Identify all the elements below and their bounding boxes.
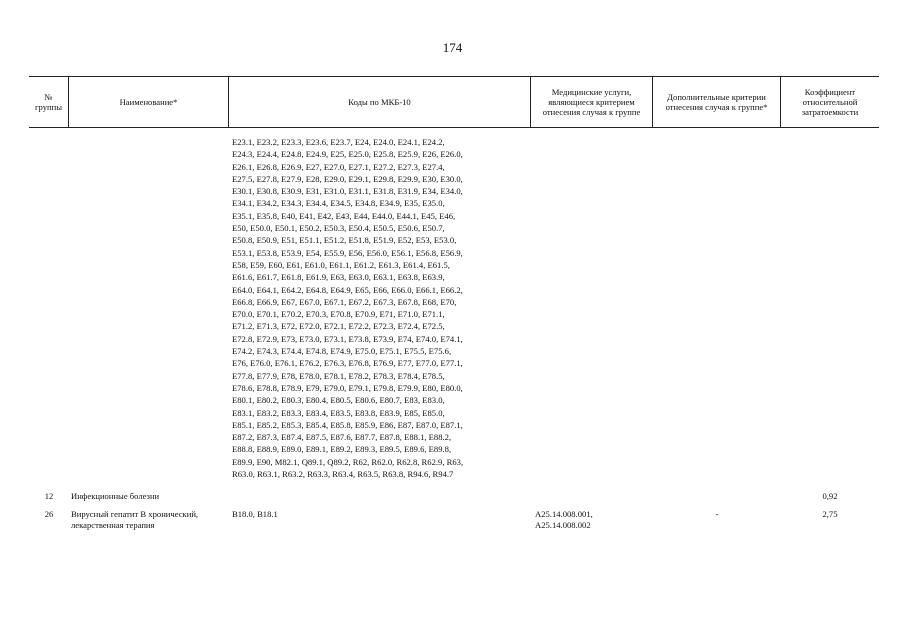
codes-line: E30.1, E30.8, E30.9, E31, E31.0, E31.1, E31.8, E31.9, E34, E34.0,: [232, 186, 463, 197]
table-header: [29, 76, 879, 128]
additional-criteria: -: [715, 509, 719, 519]
header-additional-criteria: Дополнительные критерии отнесения случая к группе*: [653, 77, 781, 127]
codes-line: E50.8, E50.9, E51, E51.1, E51.2, E51.8, E51.9, E52, E53, E53.0,: [232, 235, 457, 246]
cost-coefficient: 0,92: [822, 491, 838, 501]
group-number: 12: [44, 491, 54, 501]
codes-line: E72.8, E72.9, E73, E73.0, E73.1, E73.8, E73.9, E74, E74.0, E74.1,: [232, 333, 463, 344]
header-cost-coefficient: Коэффициент относительной затратоемкости: [801, 87, 859, 117]
header-group-number: № группы: [29, 77, 69, 127]
codes-line: E74.2, E74.3, E74.4, E74.8, E74.9, E75.0, E75.1, E75.5, E75.6,: [232, 346, 452, 357]
page-number: 174: [442, 40, 463, 55]
ksg-table: [29, 76, 879, 530]
codes-line: E80.1, E80.2, E80.3, E80.4, E80.5, E80.6, E80.7, E83, E83.0,: [232, 395, 445, 406]
codes-line: E53.1, E53.8, E53.9, E54, E55.9, E56, E56.0, E56.1, E56.8, E56.9,: [232, 247, 463, 258]
codes-line: E50, E50.0, E50.1, E50.2, E50.3, E50.4, E50.5, E50.6, E50.7,: [232, 223, 445, 234]
codes-line: E23.1, E23.2, E23.3, E23.6, E23.7, E24, E24.0, E24.1, E24.2,: [232, 137, 445, 147]
codes-line: E77.8, E77.9, E78, E78.0, E78.1, E78.2, E78.3, E78.4, E78.5,: [232, 370, 445, 381]
codes-line: E76, E76.0, E76.1, E76.2, E76.3, E76.8, E76.9, E77, E77.0, E77.1,: [232, 358, 463, 369]
codes-line: E71.2, E71.3, E72, E72.0, E72.1, E72.2, E72.3, E72.4, E72.5,: [232, 321, 445, 332]
codes-line: E64.0, E64.1, E64.2, E64.8, E64.9, E65, E66, E66.0, E66.1, E66.2,: [232, 284, 463, 295]
codes-line: E26.1, E26.8, E26.9, E27, E27.0, E27.1, E27.2, E27.3, E27.4,: [232, 161, 445, 172]
icd-codes-continuation: [232, 136, 532, 480]
group-name: Вирусный гепатит B хронический, лекарственная терапия: [71, 509, 199, 530]
codes-line: E66.8, E66.9, E67, E67.0, E67.1, E67.2, E67.3, E67.8, E68, E70,: [232, 296, 457, 307]
header-medical-services: Медицинские услуги, являющиеся критерием отнесения случая к группе: [531, 77, 653, 127]
codes-line: E87.2, E87.3, E87.4, E87.5, E87.6, E87.7, E87.8, E88.1, E88.2,: [232, 432, 452, 443]
group-name: Инфекционные болезни: [71, 491, 160, 501]
header-name: Наименование*: [69, 77, 229, 127]
codes-line: E89.9, E90, M82.1, Q89.1, Q89.2, R62, R62.0, R62.8, R62.9, R63,: [232, 456, 464, 467]
codes-line: R63.0, R63.1, R63.2, R63.3, R63.4, R63.5, R63.8, R94.6, R94.7: [232, 469, 454, 480]
codes-line: E83.1, E83.2, E83.3, E83.4, E83.5, E83.8, E83.9, E85, E85.0,: [232, 407, 445, 418]
codes-line: E27.5, E27.8, E27.9, E28, E29.0, E29.1, E29.8, E29.9, E30, E30.0,: [232, 173, 463, 184]
group-number: 26: [44, 509, 54, 519]
codes-line: E61.6, E61.7, E61.8, E61.9, E63, E63.0, E63.1, E63.8, E63.9,: [232, 272, 445, 283]
codes-line: E24.3, E24.4, E24.8, E24.9, E25, E25.0, E25.8, E25.9, E26, E26.0,: [232, 149, 463, 160]
codes-line: E78.6, E78.8, E78.9, E79, E79.0, E79.1, E79.8, E79.9, E80, E80.0,: [232, 382, 463, 393]
cost-coefficient: 2,75: [822, 509, 838, 519]
codes-line: E58, E59, E60, E61, E61.0, E61.1, E61.2, E61.3, E61.4, E61.5,: [232, 259, 450, 270]
codes-line: E35.1, E35.8, E40, E41, E42, E43, E44, E44.0, E44.1, E45, E46,: [232, 210, 456, 221]
medical-services: A25.14.008.001, A25.14.008.002: [535, 509, 593, 530]
icd-codes: B18.0, B18.1: [232, 509, 278, 519]
codes-line: E88.8, E88.9, E89.0, E89.1, E89.2, E89.3, E89.5, E89.6, E89.8,: [232, 444, 452, 455]
codes-line: E70.0, E70.1, E70.2, E70.3, E70.8, E70.9, E71, E71.0, E71.1,: [232, 309, 445, 320]
header-icd-codes: Коды по МКБ-10: [229, 77, 531, 127]
codes-line: E85.1, E85.2, E85.3, E85.4, E85.8, E85.9, E86, E87, E87.0, E87.1,: [232, 419, 463, 430]
codes-line: E34.1, E34.2, E34.3, E34.4, E34.5, E34.8, E34.9, E35, E35.0,: [232, 198, 445, 209]
